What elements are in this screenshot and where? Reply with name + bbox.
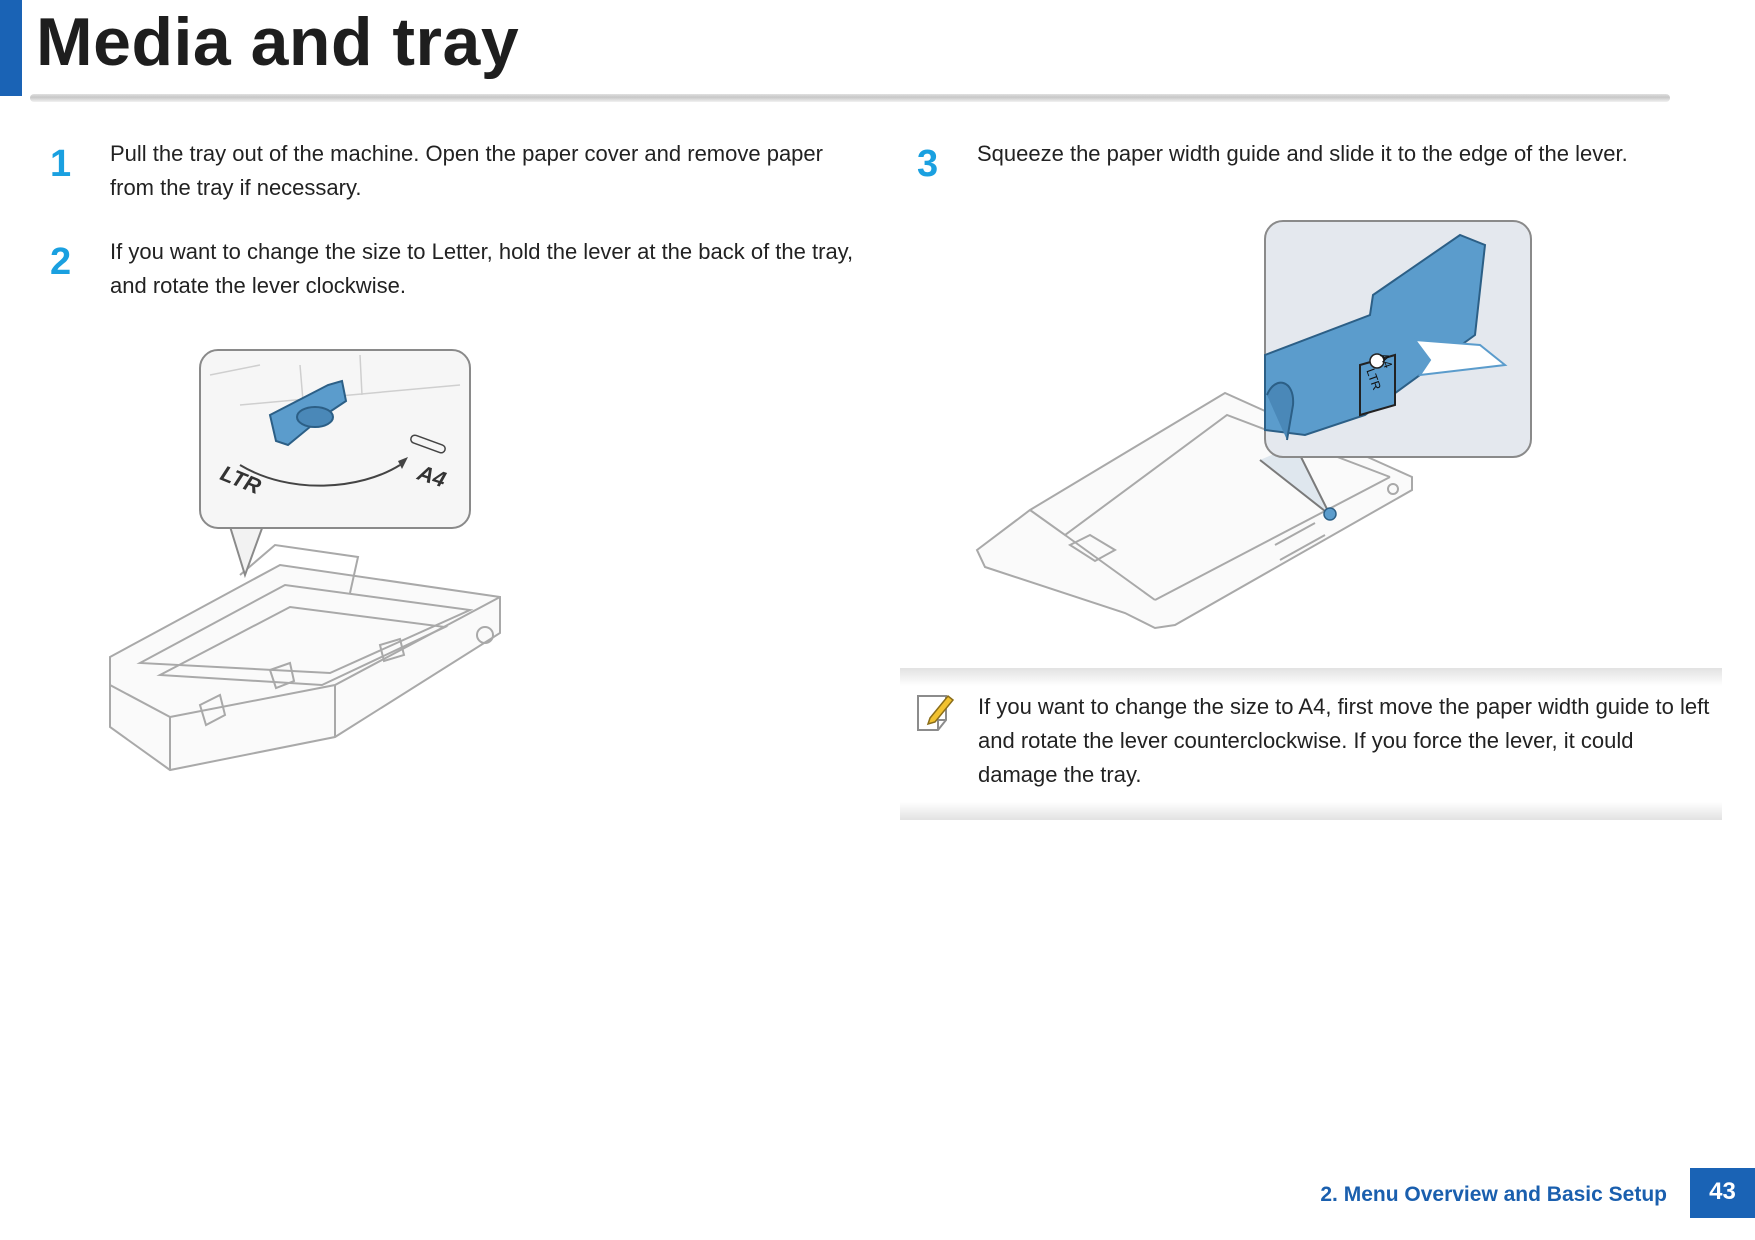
step-2-text: If you want to change the size to Letter, hold the lever at the back of the tray, and rotate the lever clockwise. (110, 239, 854, 298)
guide-callout (1265, 221, 1531, 457)
step-1-text: Pull the tray out of the machine. Open the paper cover and remove paper from the tray if necessary. (110, 141, 823, 200)
tray-lever-illustration (100, 345, 510, 785)
page-number: 43 (1690, 1168, 1755, 1218)
paper-tray-drawing (110, 545, 500, 770)
step-1-number: 1 (50, 143, 72, 185)
width-guide-illustration (975, 215, 1535, 635)
note-text: If you want to change the size to A4, first move the paper width guide to left and rotate the lever counterclockwise. If you force the lever, it could damage the tray. (978, 694, 1710, 787)
step-2-number: 2 (50, 241, 72, 283)
note-pencil-icon (916, 692, 956, 734)
lever-callout (200, 350, 470, 528)
ltr-label: LTR (216, 460, 265, 500)
step-3-text: Squeeze the paper width guide and slide it to the edge of the lever. (977, 141, 1628, 166)
page-title: Media and tray (36, 4, 520, 80)
note-box (900, 668, 1722, 820)
a4-label: A4 (1377, 351, 1396, 370)
a4-label: A4 (414, 459, 450, 493)
chapter-footer: 2. Menu Overview and Basic Setup (1320, 1183, 1667, 1206)
step-3-number: 3 (917, 143, 939, 185)
title-divider (30, 94, 1670, 102)
title-accent-bar (0, 0, 22, 96)
ltr-label: LTR (1363, 366, 1384, 392)
